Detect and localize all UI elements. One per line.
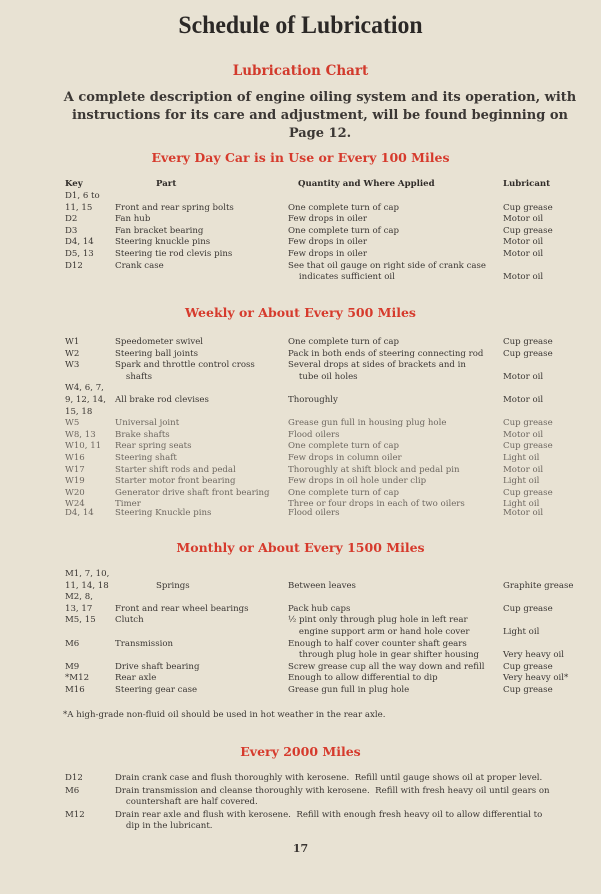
cell-lubricant: Motor oil	[503, 237, 544, 248]
cell-key: W16	[65, 452, 85, 463]
header-key: Key	[65, 179, 83, 189]
section-heading-daily: Every Day Car is in Use or Every 100 Miles	[151, 150, 450, 165]
table-header	[0, 179, 601, 191]
table-row	[0, 261, 601, 284]
cell-key: D3	[65, 225, 78, 236]
cell-lubricant: Light oil	[503, 626, 540, 637]
footnote: *A high-grade non-fluid oil should be used in hot weather in the rear axle.	[63, 710, 386, 720]
cell-lubricant: Light oil	[503, 499, 540, 510]
cell-key: D1, 6 to 11, 15	[65, 191, 100, 213]
cell-quantity: Thoroughly	[288, 394, 338, 405]
cell-quantity: One complete turn of cap	[288, 441, 400, 452]
cell-key: D4, 14	[65, 237, 94, 248]
cell-part: Clutch	[115, 615, 144, 626]
cell-quantity: Flood oilers	[288, 429, 340, 440]
cell-part: Front and rear spring bolts	[115, 202, 234, 213]
cell-quantity: Grease gun full in plug hole	[288, 684, 410, 695]
table-row	[0, 418, 601, 430]
cell-part: Steering shaft	[115, 452, 177, 463]
cell-quantity: Thoroughly at shift block and pedal pin	[288, 464, 460, 475]
cell-quantity: ½ pint only through plug hole in left rear engine support arm or hand hole cover	[288, 615, 470, 637]
cell-key: M2, 8, 13, 17	[65, 592, 93, 614]
cell-lubricant: Cup grease	[503, 603, 553, 614]
table-row	[0, 592, 601, 615]
cell-key: W24	[65, 499, 85, 510]
cell-part: Drive shaft bearing	[115, 661, 200, 672]
cell-key: M1, 7, 10, 11, 14, 18	[65, 569, 110, 591]
cell-lubricant: Very heavy oil*	[503, 673, 569, 684]
cell-quantity: Several drops at sides of brackets and in tube oil holes	[288, 360, 466, 382]
cell-quantity: One complete turn of cap	[288, 487, 400, 498]
cell-part: Universal joint	[115, 418, 180, 429]
table-row	[0, 639, 601, 662]
cell-lubricant: Motor oil	[503, 429, 544, 440]
cell-key: M6	[65, 638, 80, 649]
cell-key: D12	[65, 260, 83, 271]
cell-quantity: Enough to allow differential to dip	[288, 673, 438, 684]
cell-lubricant: Very heavy oil	[503, 650, 565, 661]
cell-quantity: Enough to half cover counter shaft gears through plug hole in gear shifter housing	[288, 638, 480, 661]
weekly-table	[0, 337, 601, 520]
cell-quantity: Screw grease cup all the way down and refill	[288, 661, 485, 672]
cell-quantity: One complete turn of cap	[288, 337, 400, 347]
table-row	[0, 773, 601, 786]
cell-key: D5, 13	[65, 248, 94, 259]
cell-lubricant: Motor oil	[503, 507, 544, 518]
table-row	[0, 191, 601, 214]
cell-quantity: Few drops in oil hole under clip	[288, 476, 427, 487]
cell-lubricant: Cup grease	[503, 684, 553, 695]
section-heading-weekly: Weekly or About Every 500 Miles	[185, 305, 416, 320]
cell-lubricant: Cup grease	[503, 348, 553, 359]
table-row	[0, 337, 601, 349]
section-heading-monthly: Monthly or About Every 1500 Miles	[176, 540, 425, 555]
cell-key: W17	[65, 464, 85, 475]
cell-lubricant: Motor oil	[503, 248, 544, 259]
section-heading-2000: Every 2000 Miles	[240, 744, 361, 759]
cell-key: M9	[65, 661, 80, 672]
cell-key: M5, 15	[65, 615, 96, 626]
cell-part: Steering gear case	[115, 684, 198, 695]
cell-part: Timer	[115, 499, 141, 510]
cell-quantity: Three or four drops in each of two oilers	[288, 499, 465, 510]
page-title: Schedule of Lubrication	[178, 12, 423, 39]
chart-subtitle: Lubrication Chart	[232, 63, 369, 79]
table-row	[0, 465, 601, 477]
table-row	[0, 349, 601, 361]
cell-instruction: Drain crank case and flush thoroughly with kerosene. Refill until gauge shows oil at proper level.	[115, 773, 543, 783]
table-row	[0, 249, 601, 261]
table-row	[0, 383, 601, 418]
cell-part: Springs	[155, 580, 190, 591]
cell-quantity: One complete turn of cap	[288, 202, 400, 213]
cell-part: Fan bracket bearing	[115, 225, 204, 236]
cell-lubricant: Cup grease	[503, 418, 553, 429]
cell-lubricant: Motor oil	[503, 272, 544, 283]
every-2000-table	[0, 773, 601, 834]
cell-instruction: Drain rear axle and flush with kerosene. Refill with enough fresh heavy oil to allow differential to dip in the lubricant.	[115, 809, 543, 832]
cell-quantity: Pack hub caps	[288, 603, 351, 614]
cell-quantity: Few drops in oiler	[288, 248, 367, 259]
cell-quantity: Grease gun full in housing plug hole	[288, 418, 447, 429]
cell-quantity: See that oil gauge on right side of crank case indicates sufficient oil	[288, 260, 487, 283]
cell-key: W4, 6, 7, 9, 12, 14, 15, 18	[65, 383, 106, 417]
intro-paragraph: A complete description of engine oiling system and its operation, with instructions for its care and adjustment, will be found beginning on Page 12.	[63, 90, 577, 141]
cell-quantity: Few drops in oiler	[288, 214, 367, 225]
cell-key: W20	[65, 487, 85, 498]
table-row	[0, 476, 601, 488]
cell-lubricant: Cup grease	[503, 202, 553, 213]
cell-part: All brake rod clevises	[115, 394, 209, 405]
cell-key: M16	[65, 684, 85, 695]
cell-part: Transmission	[115, 638, 174, 649]
cell-lubricant: Light oil	[503, 476, 540, 487]
table-row	[0, 430, 601, 442]
monthly-table	[0, 569, 601, 697]
cell-part: Speedometer swivel	[115, 337, 204, 347]
table-row	[0, 662, 601, 674]
table-row	[0, 569, 601, 592]
cell-key: M6	[65, 785, 80, 796]
cell-key: D12	[65, 773, 83, 783]
cell-part: Steering ball joints	[115, 348, 198, 359]
cell-key: W8, 13	[65, 429, 96, 440]
table-row	[0, 214, 601, 226]
cell-lubricant: Graphite grease	[503, 580, 574, 591]
cell-part: Rear spring seats	[115, 441, 192, 452]
table-row	[0, 786, 601, 810]
cell-quantity: Pack in both ends of steering connecting rod	[288, 348, 484, 359]
cell-quantity: Few drops in oiler	[288, 237, 367, 248]
table-row	[0, 499, 601, 508]
cell-part: Rear axle	[115, 673, 157, 684]
table-row	[0, 685, 601, 697]
cell-lubricant: Motor oil	[503, 394, 544, 405]
header-lubricant: Lubricant	[503, 179, 551, 189]
table-row	[0, 441, 601, 453]
cell-key: D2	[65, 214, 78, 225]
cell-part: Steering Knuckle pins	[115, 507, 212, 518]
cell-key: W5	[65, 418, 80, 429]
cell-key: W19	[65, 476, 85, 487]
cell-part: Spark and throttle control cross shafts	[115, 360, 255, 382]
cell-part: Crank case	[115, 260, 164, 271]
cell-part: Generator drive shaft front bearing	[115, 487, 270, 498]
table-row	[0, 673, 601, 685]
cell-key: W2	[65, 348, 80, 359]
cell-part: Starter shift rods and pedal	[115, 464, 236, 475]
cell-quantity: One complete turn of cap	[288, 225, 400, 236]
cell-lubricant: Cup grease	[503, 661, 553, 672]
cell-lubricant: Cup grease	[503, 487, 553, 498]
cell-part: Steering tie rod clevis pins	[115, 248, 233, 259]
cell-key: D4, 14	[65, 507, 94, 518]
table-row	[0, 615, 601, 638]
cell-lubricant: Motor oil	[503, 214, 544, 225]
table-row	[0, 360, 601, 383]
cell-part: Fan hub	[115, 214, 151, 225]
table-row	[0, 508, 601, 520]
cell-lubricant: Cup grease	[503, 337, 553, 347]
header-qty: Quantity and Where Applied	[298, 179, 435, 189]
cell-key: *M12	[65, 673, 90, 684]
cell-quantity: Few drops in column oiler	[288, 452, 402, 463]
cell-lubricant: Light oil	[503, 452, 540, 463]
header-part: Part	[156, 179, 177, 189]
table-row	[0, 810, 601, 834]
cell-part: Brake shafts	[115, 429, 170, 440]
table-row	[0, 488, 601, 500]
cell-instruction: Drain transmission and cleanse thoroughly with kerosene. Refill with fresh heavy oil until gears on countershaft are half covered.	[115, 785, 550, 808]
cell-part: Steering knuckle pins	[115, 237, 211, 248]
cell-lubricant: Motor oil	[503, 464, 544, 475]
table-row	[0, 226, 601, 238]
cell-lubricant: Motor oil	[503, 371, 544, 382]
cell-key: W10, 11	[65, 441, 102, 452]
table-row	[0, 237, 601, 249]
cell-key: W3	[65, 360, 80, 371]
table-row	[0, 453, 601, 465]
cell-quantity: Flood oilers	[288, 507, 340, 518]
daily-table	[0, 191, 601, 284]
cell-lubricant: Cup grease	[503, 225, 553, 236]
cell-key: W1	[65, 337, 80, 347]
cell-key: M12	[65, 809, 85, 820]
cell-part: Front and rear wheel bearings	[115, 603, 249, 614]
cell-part: Starter motor front bearing	[115, 476, 236, 487]
cell-lubricant: Cup grease	[503, 441, 553, 452]
page-number: 17	[292, 842, 309, 855]
cell-quantity: Between leaves	[288, 580, 356, 591]
